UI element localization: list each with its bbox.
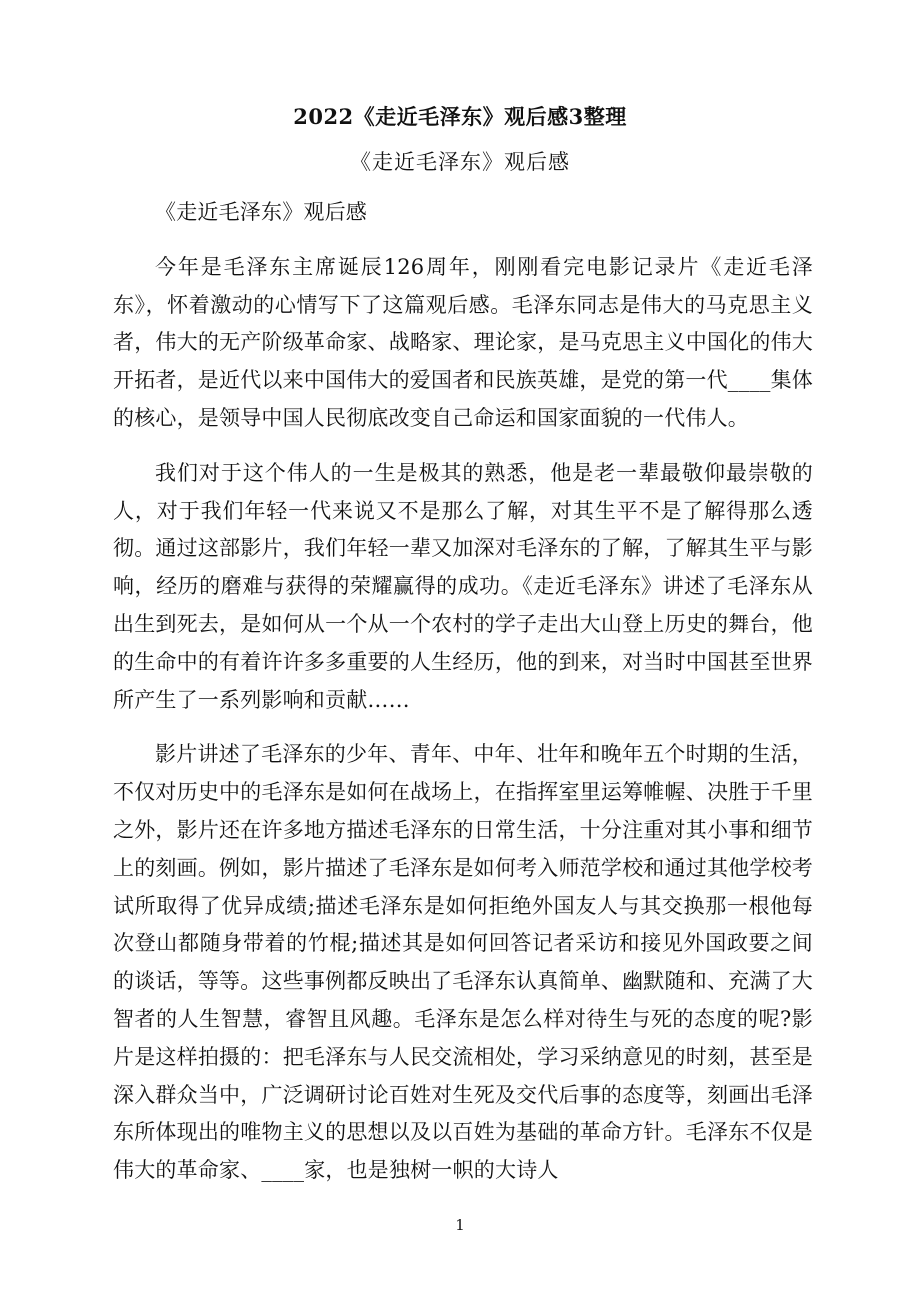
document-subtitle: 《走近毛泽东》观后感 xyxy=(350,150,570,174)
paragraph-3: 影片讲述了毛泽东的少年、青年、中年、壮年和晚年五个时期的生活，不仅对历史中的毛泽东是如何在战场上，在指挥室里运筹帷幄、决胜于千里之外，影片还在许多地方描述毛泽东的日常生活，十分注重对其小事和细节上的刻画。例如，影片描述了毛泽东是如何考入师范学校和通过其他学校考试所取得了优异成绩;描述毛泽东是如何拒绝外国友人与其交换那一根他每次登山都随身带着的竹棍;描述其是如何回答记者采访和接见外国政要之间的谈话，等等。这些事例都反映出了毛泽东认真简单、幽默随和、充满了大智者的人生智慧，睿智且风趣。毛泽东是怎么样对待生与死的态度的呢?影片是这样拍摄的：把毛泽东与人民交流相处，学习采纳意见的时刻，甚至是深入群众当中，广泛调研讨论百姓对生死及交代后事的态度等，刻画出毛泽东所体现出的唯物主义的思想以及以百姓为基础的革命方针。毛泽东不仅是伟大的革命家、____家，也是独树一帜的大诗人 xyxy=(113,742,813,1183)
document-title: 2022《走近毛泽东》观后感3整理 xyxy=(293,104,627,129)
document-body xyxy=(113,194,813,1190)
page-number: 1 xyxy=(455,1216,465,1234)
paragraph-2: 我们对于这个伟人的一生是极其的熟悉，他是老一辈最敬仰最崇敬的人，对于我们年轻一代来说又不是那么了解，对其生平不是了解得那么透彻。通过这部影片，我们年轻一辈又加深对毛泽东的了解，了解其生平与影响，经历的磨难与获得的荣耀赢得的成功。《走近毛泽东》讲述了毛泽东从出生到死去，是如何从一个从一个农村的学子走出大山登上历史的舞台，他的生命中的有着许许多多重要的人生经历，他的到来，对当时中国甚至世界所产生了一系列影响和贡献…… xyxy=(113,460,813,712)
paragraph-1: 今年是毛泽东主席诞辰126周年，刚刚看完电影记录片《走近毛泽东》，怀着激动的心情写下了这篇观后感。毛泽东同志是伟大的马克思主义者，伟大的无产阶级革命家、战略家、理论家，是马克思主义中国化的伟大开拓者，是近代以来中国伟大的爱国者和民族英雄，是党的第一代____集体的核心，是领导中国人民彻底改变自己命运和国家面貌的一代伟人。 xyxy=(113,254,813,430)
section-heading: 《走近毛泽东》观后感 xyxy=(155,200,367,224)
